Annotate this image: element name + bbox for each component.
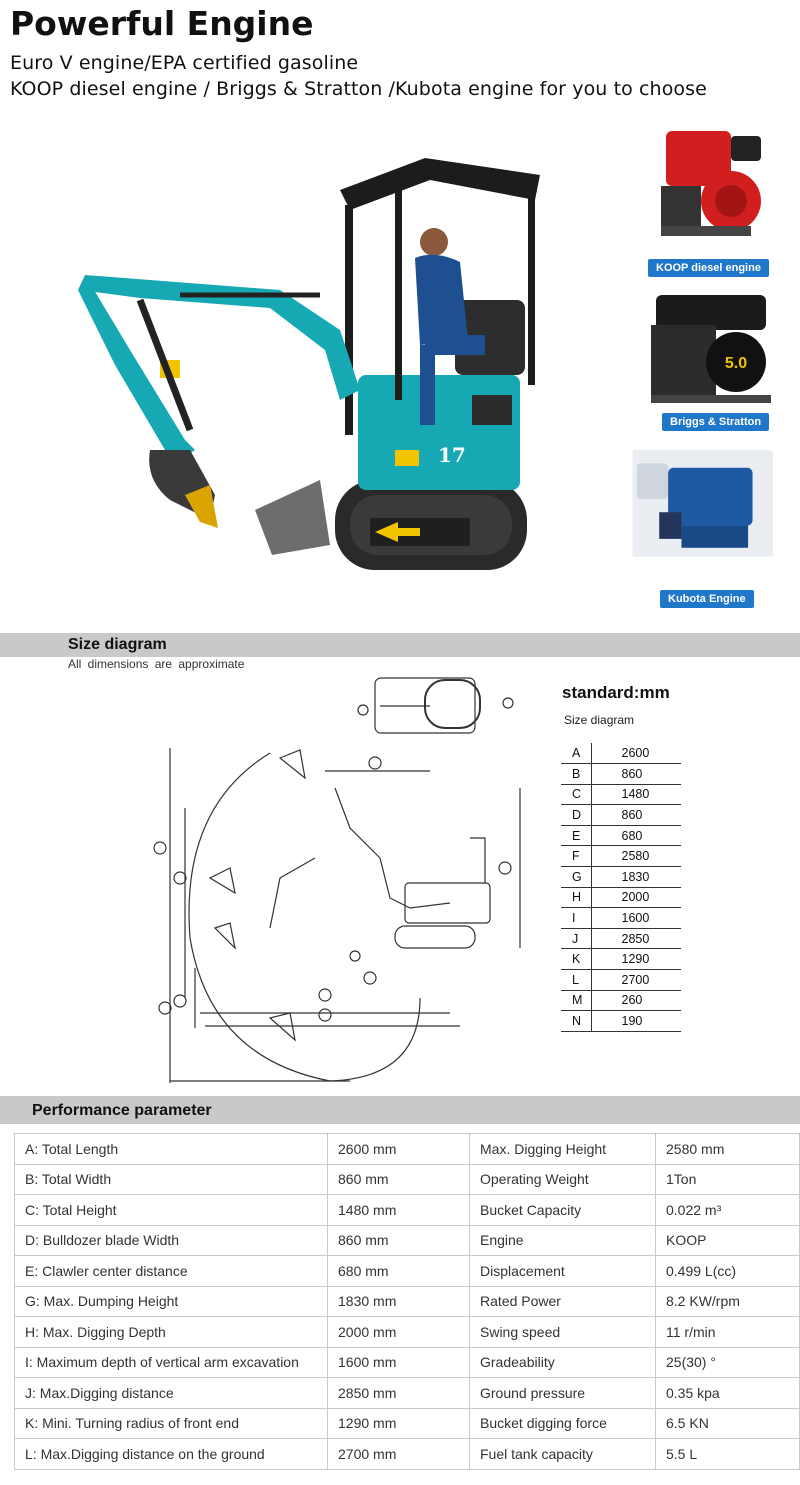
standard-unit-subtitle: Size diagram	[564, 713, 635, 727]
table-cell: 860 mm	[328, 1225, 470, 1256]
table-cell: 25(30) °	[656, 1347, 800, 1378]
table-cell: K: Mini. Turning radius of front end	[15, 1408, 328, 1439]
table-cell: 1600	[591, 908, 681, 929]
table-cell: 1480 mm	[328, 1195, 470, 1226]
engine-subtitle-2: KOOP diesel engine / Briggs & Stratton /Kubota engine for you to choose	[10, 78, 707, 100]
table-row	[15, 1134, 800, 1165]
table-cell: L	[561, 970, 591, 991]
table-cell: 2580	[591, 846, 681, 867]
table-cell: 0.35 kpa	[656, 1378, 800, 1409]
table-cell: 0.499 L(cc)	[656, 1256, 800, 1287]
track-icon	[335, 480, 527, 570]
table-cell: 2700	[591, 970, 681, 991]
table-cell: 2580 mm	[656, 1134, 800, 1165]
table-cell: 860	[591, 764, 681, 785]
table-cell: 2000	[591, 887, 681, 908]
table-cell: C: Total Height	[15, 1195, 328, 1226]
table-cell: Swing speed	[470, 1317, 656, 1348]
table-cell: K	[561, 949, 591, 970]
performance-table	[14, 1133, 800, 1470]
table-cell: 5.5 L	[656, 1439, 800, 1470]
table-cell: Bucket digging force	[470, 1408, 656, 1439]
table-cell: Rated Power	[470, 1286, 656, 1317]
table-row	[15, 1225, 800, 1256]
size-diagram-title: Size diagram	[68, 636, 167, 653]
dimension-row	[561, 949, 681, 970]
dimension-row	[561, 867, 681, 888]
table-cell: 860	[591, 805, 681, 826]
table-row	[15, 1347, 800, 1378]
table-cell: Fuel tank capacity	[470, 1439, 656, 1470]
table-cell: G: Max. Dumping Height	[15, 1286, 328, 1317]
table-cell: D: Bulldozer blade Width	[15, 1225, 328, 1256]
table-cell: A: Total Length	[15, 1134, 328, 1165]
excavator-illustration	[40, 150, 600, 600]
table-cell: Displacement	[470, 1256, 656, 1287]
dimension-table	[561, 743, 681, 1032]
table-cell: 260	[591, 990, 681, 1011]
dimension-row	[561, 764, 681, 785]
table-cell: Bucket Capacity	[470, 1195, 656, 1226]
size-diagram-bar	[0, 633, 800, 657]
engine-label-kubota: Kubota Engine	[660, 590, 754, 608]
table-cell: 680	[591, 825, 681, 846]
table-cell: I	[561, 908, 591, 929]
table-cell: 2850	[591, 928, 681, 949]
table-cell: D	[561, 805, 591, 826]
table-cell: 11 r/min	[656, 1317, 800, 1348]
dimension-row	[561, 1011, 681, 1032]
table-cell: B: Total Width	[15, 1164, 328, 1195]
table-cell: A	[561, 743, 591, 764]
table-cell: L: Max.Digging distance on the ground	[15, 1439, 328, 1470]
red-diesel-engine-icon	[636, 116, 781, 251]
engine-card-briggs[interactable]	[618, 280, 798, 431]
table-cell: Engine	[470, 1225, 656, 1256]
table-cell: C	[561, 784, 591, 805]
table-cell: Gradeability	[470, 1347, 656, 1378]
dimension-diagram	[150, 668, 550, 1088]
table-cell: G	[561, 867, 591, 888]
table-cell: I: Maximum depth of vertical arm excavation	[15, 1347, 328, 1378]
table-row	[15, 1286, 800, 1317]
performance-bar	[0, 1096, 800, 1124]
blue-kubota-engine-icon	[618, 450, 776, 570]
table-cell: 860 mm	[328, 1164, 470, 1195]
table-cell: 2000 mm	[328, 1317, 470, 1348]
performance-title: Performance parameter	[32, 1102, 212, 1119]
model-number: 17	[438, 443, 466, 467]
engine-badge: 5.0	[724, 355, 748, 372]
table-cell: N	[561, 1011, 591, 1032]
dimension-row	[561, 805, 681, 826]
size-diagram-note: All dimensions are approximate	[68, 657, 245, 671]
table-cell: 1830	[591, 867, 681, 888]
table-row	[15, 1164, 800, 1195]
table-cell: H: Max. Digging Depth	[15, 1317, 328, 1348]
table-cell: 1600 mm	[328, 1347, 470, 1378]
table-row	[15, 1256, 800, 1287]
table-cell: 1290	[591, 949, 681, 970]
table-cell: 0.022 m³	[656, 1195, 800, 1226]
table-cell: Ground pressure	[470, 1378, 656, 1409]
table-cell: Operating Weight	[470, 1164, 656, 1195]
table-row	[15, 1408, 800, 1439]
dimension-row	[561, 887, 681, 908]
table-cell: J	[561, 928, 591, 949]
table-cell: E: Clawler center distance	[15, 1256, 328, 1287]
standard-unit-title: standard:mm	[562, 683, 670, 702]
table-cell: 680 mm	[328, 1256, 470, 1287]
table-cell: Max. Digging Height	[470, 1134, 656, 1165]
black-gasoline-engine-icon	[636, 280, 781, 415]
table-row	[15, 1439, 800, 1470]
engine-label-briggs: Briggs & Stratton	[662, 413, 769, 431]
dimension-row	[561, 970, 681, 991]
table-cell: KOOP	[656, 1225, 800, 1256]
table-cell: 2600	[591, 743, 681, 764]
engine-subtitle-1: Euro V engine/EPA certified gasoline	[10, 52, 359, 74]
table-cell: J: Max.Digging distance	[15, 1378, 328, 1409]
table-cell: 1290 mm	[328, 1408, 470, 1439]
table-cell: 8.2 KW/rpm	[656, 1286, 800, 1317]
table-cell: 1Ton	[656, 1164, 800, 1195]
dimension-row	[561, 846, 681, 867]
dimension-row	[561, 908, 681, 929]
table-cell: E	[561, 825, 591, 846]
table-cell: B	[561, 764, 591, 785]
table-row	[15, 1317, 800, 1348]
engine-card-kubota[interactable]	[618, 450, 798, 608]
table-cell: 6.5 KN	[656, 1408, 800, 1439]
dimension-row	[561, 990, 681, 1011]
table-cell: 2850 mm	[328, 1378, 470, 1409]
dimension-row	[561, 784, 681, 805]
table-cell: 1480	[591, 784, 681, 805]
dimension-row	[561, 743, 681, 764]
page-title: Powerful Engine	[10, 4, 314, 43]
table-cell: M	[561, 990, 591, 1011]
table-cell: 2700 mm	[328, 1439, 470, 1470]
table-row	[15, 1378, 800, 1409]
table-cell: H	[561, 887, 591, 908]
table-row	[15, 1195, 800, 1226]
table-cell: 190	[591, 1011, 681, 1032]
table-cell: 2600 mm	[328, 1134, 470, 1165]
engine-label-koop: KOOP diesel engine	[648, 259, 769, 277]
dimension-row	[561, 928, 681, 949]
engine-card-koop[interactable]	[618, 116, 798, 277]
table-cell: 1830 mm	[328, 1286, 470, 1317]
table-cell: F	[561, 846, 591, 867]
dimension-row	[561, 825, 681, 846]
